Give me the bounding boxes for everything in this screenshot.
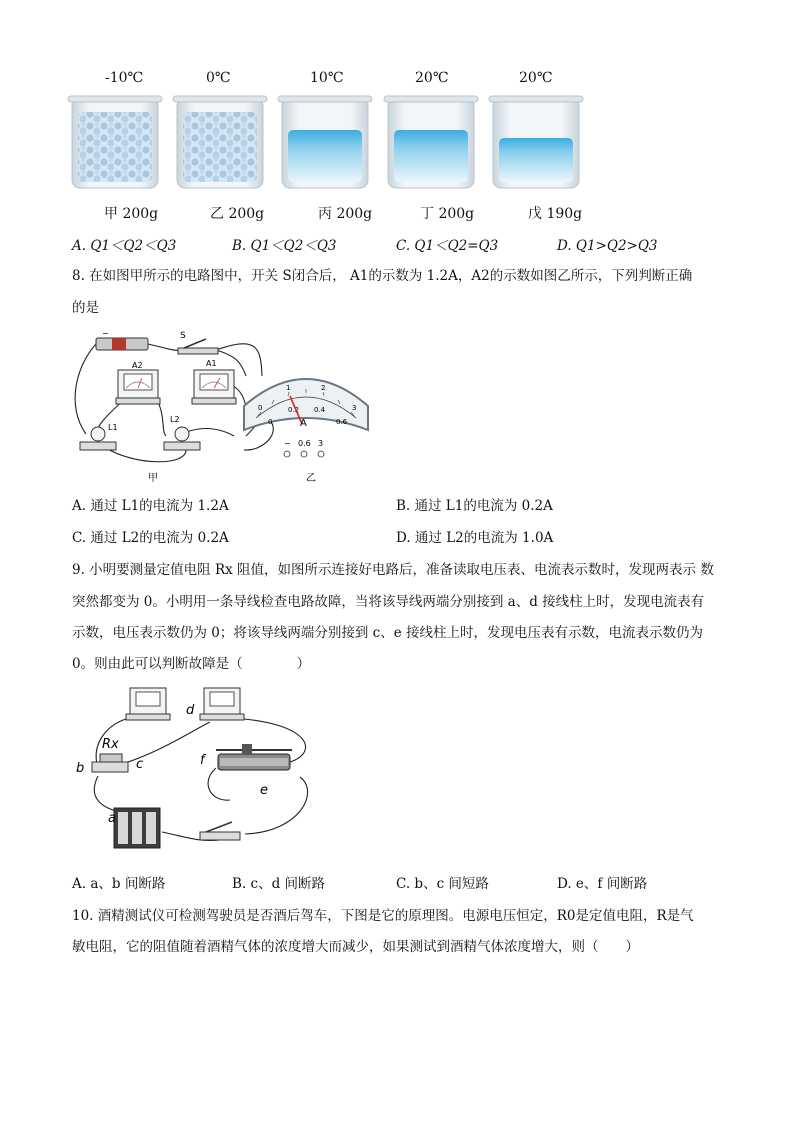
label-rx: Rx xyxy=(102,737,119,752)
dial-bottom-tick-3: 0.6 xyxy=(336,418,348,426)
battery-icon xyxy=(96,329,148,350)
q9-stem-line4: 0。则由此可以判断故障是（ ） xyxy=(72,656,311,672)
ammeter-a1-label: A1 xyxy=(206,359,217,368)
voltmeter-icon xyxy=(126,688,170,720)
terminal-06: 0.6 xyxy=(298,439,311,448)
dial-bottom-tick-2: 0.4 xyxy=(314,406,326,414)
beaker-5-temp: 20℃ xyxy=(519,70,553,86)
dial-top-tick-3: 3 xyxy=(352,404,357,412)
beaker-1 xyxy=(68,96,162,188)
beaker-3-temp: 10℃ xyxy=(310,70,344,86)
rheostat-icon xyxy=(216,744,292,770)
beaker-4-temp: 20℃ xyxy=(415,70,449,86)
q8-stem-line1: 8. 在如图甲所示的电路图中，开关 S闭合后， A1的示数为 1.2A，A2的示数如图乙所示，下列判断正确 xyxy=(72,268,693,284)
q8-stem-line2: 的是 xyxy=(72,300,99,316)
q9-option-a: A. a、b 间断路 xyxy=(72,876,166,892)
resistor-rx-icon xyxy=(92,754,128,772)
beaker-2-label: 乙 200g xyxy=(210,206,265,222)
beaker-2 xyxy=(173,96,267,188)
q9-stem-line3: 示数，电压表示数仍为 0；将该导线两端分别接到 c、e 接线柱上时，发现电压表有示数，电流表示数仍为 xyxy=(72,625,704,641)
figure-yi-caption: 乙 xyxy=(306,473,316,484)
q10-stem-line2: 敏电阻，它的阻值随着酒精气体的浓度增大而减少，如果测试到酒精气体浓度增大，则（ ） xyxy=(72,939,639,955)
bulb-l1-label: L1 xyxy=(108,423,118,432)
label-e: e xyxy=(260,783,268,798)
svg-text:−: − xyxy=(102,329,109,338)
ammeter-a2-label: A2 xyxy=(132,361,143,370)
beaker-3 xyxy=(278,96,372,188)
q9-circuit-figure xyxy=(70,682,330,860)
q9-option-c: C. b、c 间短路 xyxy=(396,876,489,892)
q8-circuit-figure xyxy=(66,326,376,486)
dial-unit: A xyxy=(300,418,307,429)
q8-option-a: A. 通过 L1的电流为 1.2A xyxy=(72,498,229,514)
beaker-2-temp: 0℃ xyxy=(206,70,231,86)
label-c: c xyxy=(136,757,144,772)
q7-option-c: C. Q1＜Q2=Q3 xyxy=(396,238,499,254)
label-f: f xyxy=(200,753,205,768)
switch-icon xyxy=(200,822,240,840)
beaker-4-label: 丁 200g xyxy=(420,206,475,222)
switch-label: S xyxy=(180,331,186,341)
beaker-3-label: 丙 200g xyxy=(318,206,373,222)
dial-bottom-tick-1: 0.2 xyxy=(288,406,300,414)
figure-jia-caption: 甲 xyxy=(148,473,158,484)
q7-option-b: B. Q1＜Q2＜Q3 xyxy=(232,238,337,254)
q9-stem-line1: 9. 小明要测量定值电阻 Rx 阻值，如图所示连接好电路后，准备读取电压表、电流表示数时，发现两表示 数 xyxy=(72,562,714,578)
beaker-1-temp: -10℃ xyxy=(105,70,144,86)
q7-option-a: A. Q1＜Q2＜Q3 xyxy=(72,238,177,254)
switch-icon xyxy=(178,331,218,354)
q8-option-d: D. 通过 L2的电流为 1.0A xyxy=(396,530,554,546)
q8-option-b: B. 通过 L1的电流为 0.2A xyxy=(396,498,553,514)
label-d: d xyxy=(186,703,195,718)
dial-top-tick-2: 2 xyxy=(321,384,326,392)
dial-top-tick-0: 0 xyxy=(258,404,263,412)
terminal-3: 3 xyxy=(318,439,324,448)
battery-pack-icon xyxy=(114,808,160,848)
q8-option-c: C. 通过 L2的电流为 0.2A xyxy=(72,530,229,546)
dial-bottom-tick-0: 0 xyxy=(268,418,273,426)
q10-stem-line1: 10. 酒精测试仪可检测驾驶员是否酒后驾车，下图是它的原理图。电源电压恒定，R0是定值电阻，R是气 xyxy=(72,908,694,924)
terminal-minus: − xyxy=(284,439,291,448)
label-a: a xyxy=(108,811,116,826)
beaker-1-label: 甲 200g xyxy=(104,206,159,222)
q9-option-b: B. c、d 间断路 xyxy=(232,876,325,892)
ammeter-a1-icon xyxy=(192,359,236,404)
q9-option-d: D. e、f 间断路 xyxy=(557,876,648,892)
bulb-l1-icon xyxy=(80,423,118,450)
bulb-l2-icon xyxy=(164,415,200,450)
ammeter-a2-icon xyxy=(116,361,160,404)
beaker-5-label: 戊 190g xyxy=(528,206,583,222)
beaker-4 xyxy=(384,96,478,188)
bulb-l2-label: L2 xyxy=(170,415,180,424)
ammeter-icon xyxy=(200,688,244,720)
label-b: b xyxy=(76,761,85,776)
dial-top-tick-1: 1 xyxy=(286,384,291,392)
q7-option-d: D. Q1>Q2>Q3 xyxy=(557,238,658,254)
beaker-5 xyxy=(489,96,583,188)
q9-stem-line2: 突然都变为 0。小明用一条导线检查电路故障，当将该导线两端分别接到 a、d 接线柱上时，发现电流表有 xyxy=(72,594,705,610)
